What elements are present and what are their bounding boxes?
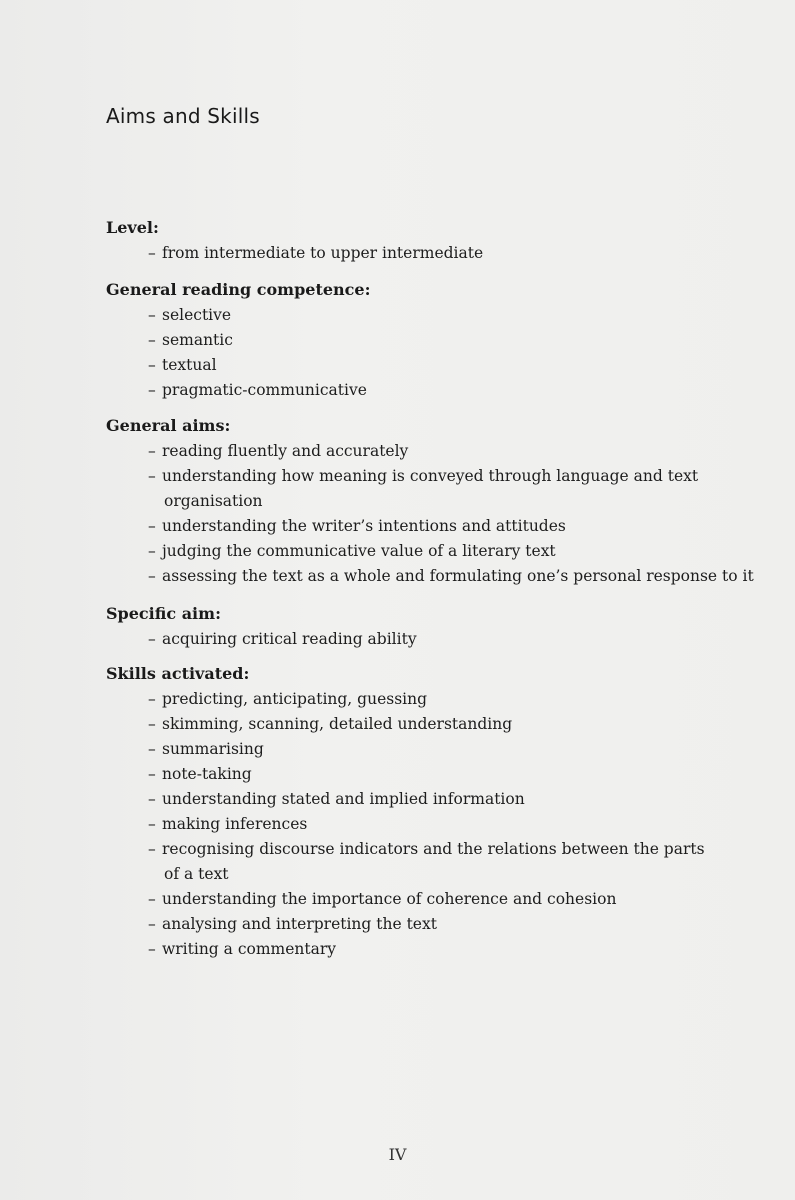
section-specific-aim: [106, 604, 776, 652]
section-level: [106, 218, 776, 266]
list-item: – summarising: [148, 740, 264, 758]
list-item: – judging the communicative value of a literary text: [148, 542, 556, 560]
list-item: – pragmatic-communicative: [148, 381, 367, 399]
item-list: [106, 303, 776, 403]
list-item: – understanding how meaning is conveyed through language and text: [148, 467, 699, 485]
page-number: IV: [388, 1145, 407, 1164]
list-item: – acquiring critical reading ability: [148, 630, 417, 648]
list-item: – writing a commentary: [148, 940, 337, 958]
list-item: – semantic: [148, 331, 233, 349]
list-item: – predicting, anticipating, guessing: [148, 690, 428, 708]
list-item: – reading fluently and accurately: [148, 442, 409, 460]
section-heading: General reading competence:: [106, 280, 371, 299]
list-item: – skimming, scanning, detailed understanding: [148, 715, 513, 733]
section-heading: Level:: [106, 218, 159, 237]
list-item: – from intermediate to upper intermediate: [148, 244, 484, 262]
list-item: – selective: [148, 306, 232, 324]
list-item: – note-taking: [148, 765, 252, 783]
section-heading: Specific aim:: [106, 604, 221, 623]
list-item: – assessing the text as a whole and formulating one’s personal response to it: [148, 567, 754, 585]
section-heading: Skills activated:: [106, 664, 250, 683]
list-item-continuation: of a text: [164, 865, 229, 883]
list-item: – textual: [148, 356, 217, 374]
section-heading: General aims:: [106, 416, 231, 435]
item-list: [106, 241, 776, 266]
list-item: – analysing and interpreting the text: [148, 915, 437, 933]
section-competence: [106, 280, 776, 403]
list-item: – understanding the writer’s intentions and attitudes: [148, 517, 566, 535]
section-general-aims: [106, 416, 776, 589]
item-list: [106, 627, 776, 652]
list-item-continuation: organisation: [164, 492, 263, 510]
item-list: [106, 687, 776, 962]
list-item: – recognising discourse indicators and the relations between the parts: [148, 840, 705, 858]
list-item: – understanding stated and implied information: [148, 790, 525, 808]
item-list: [106, 439, 776, 589]
section-skills: [106, 664, 776, 962]
list-item: – understanding the importance of coherence and cohesion: [148, 890, 617, 908]
page-title: Aims and Skills: [106, 104, 260, 128]
list-item: – making inferences: [148, 815, 308, 833]
